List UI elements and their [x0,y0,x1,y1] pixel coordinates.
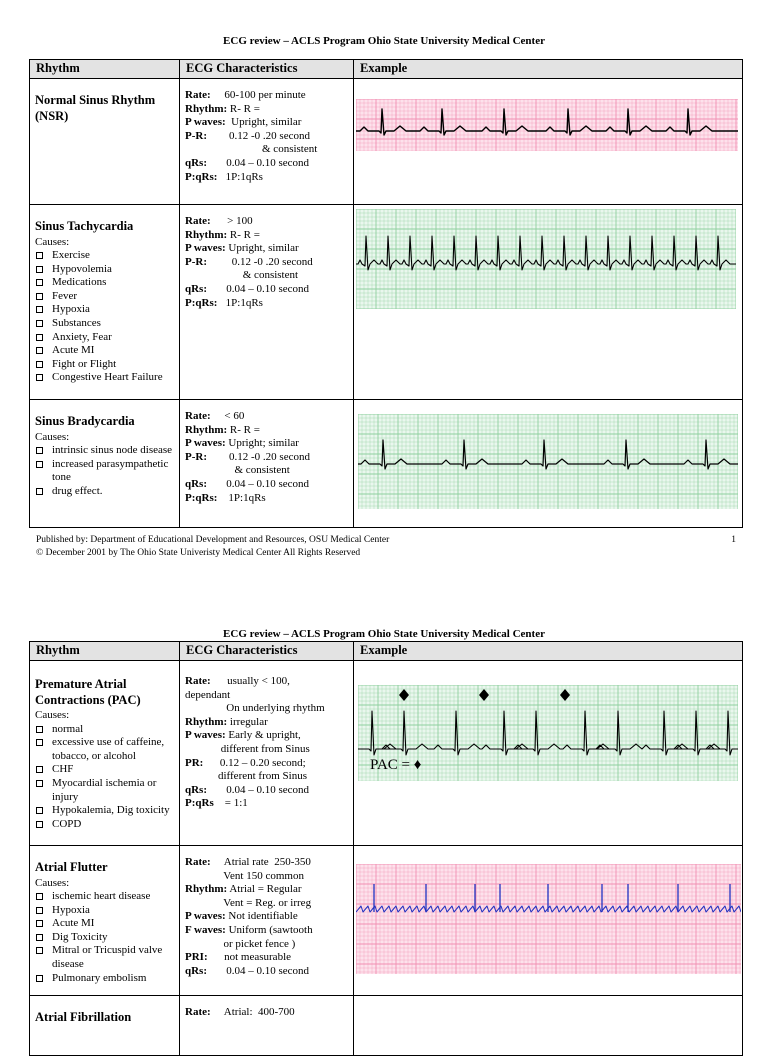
characteristic-label: Rate: [185,215,211,227]
characteristic-line [185,1006,348,1020]
cause-item: Substances [35,317,174,331]
characteristic-label: Rate: [185,410,211,422]
characteristic-label: qRs: [185,156,208,169]
ecg-strip-sinus-tachycardia [356,209,736,309]
characteristic-value: irregular [227,715,268,728]
characteristic-label: Rhythm: [185,102,228,115]
characteristic-line [185,171,348,185]
rhythm-table-2 [29,641,743,1056]
characteristic-line [185,478,348,492]
causes-list [35,444,174,498]
characteristic-value: different from Sinus [185,770,308,783]
characteristic-label: P-R: [185,450,207,463]
characteristic-value: 0.12 -0 .20 second [207,450,310,463]
characteristic-value: Vent = Reg. or irreg [185,896,312,909]
characteristics-list [185,856,348,978]
causes-label: Causes: [35,430,70,443]
characteristic-line [185,143,348,157]
characteristic-line [185,451,348,465]
characteristic-line [185,924,348,938]
table-row [30,205,743,400]
characteristic-line [185,938,348,952]
characteristic-value: > 100 [210,215,253,227]
characteristic-label: P waves: [185,910,226,923]
cause-item: Dig Toxicity [35,931,174,945]
cause-item: Fever [35,290,174,304]
rhythm-name: Atrial Flutter [35,860,108,874]
characteristic-value: Atrial = Regular [227,883,302,896]
characteristics-list [185,1006,348,1020]
characteristic-value: 1P:1qRs [217,296,263,309]
characteristic-value: Uniform (sawtooth [225,923,313,936]
characteristic-value: 0.04 – 0.10 second [207,964,310,977]
characteristics-list [185,410,348,505]
header-rhythm: Rhythm [30,60,180,79]
characteristic-value: Atrial rate 250-350 [210,856,311,868]
characteristic-label: qRs: [185,964,208,977]
characteristic-value: & consistent [185,464,290,477]
characteristic-value: 0.04 – 0.10 second [207,156,310,169]
characteristic-line [185,883,348,897]
characteristic-line [185,797,348,811]
causes-list [35,723,174,832]
cause-item: Pulmonary embolism [35,972,174,986]
characteristic-line [185,297,348,311]
characteristic-line [185,242,348,256]
characteristic-line [185,784,348,798]
characteristic-label: F waves: [185,923,226,936]
characteristic-label: Rate: [185,675,211,687]
characteristic-line [185,910,348,924]
characteristic-line [185,729,348,743]
characteristics-cell [180,400,354,528]
rhythm-name: Sinus Tachycardia [35,219,134,233]
cause-item: increased parasympathetic tone [35,458,174,485]
characteristic-line [185,951,348,965]
characteristics-cell [180,996,354,1056]
characteristic-label: P waves: [185,242,226,255]
cause-item: Hypovolemia [35,263,174,277]
characteristic-label: Rate: [185,89,211,101]
causes-label: Causes: [35,235,70,248]
characteristic-value: 0.12 -0 .20 second [207,129,310,142]
characteristic-value: or picket fence ) [185,937,296,950]
header-ecg-characteristics: ECG Characteristics [180,60,354,79]
cause-item: Acute MI [35,917,174,931]
characteristic-label: P:qRs [185,797,214,810]
table-row [30,79,743,205]
characteristic-line [185,492,348,506]
characteristic-line [185,965,348,979]
rhythm-name: Sinus Bradycardia [35,414,135,428]
characteristic-value: Upright, similar [225,242,299,255]
characteristic-value: 60-100 per minute [210,89,306,101]
cause-item: Anxiety, Fear [35,331,174,345]
characteristic-label: Rate: [185,856,211,868]
causes-list [35,249,174,385]
page-2 [0,600,768,1024]
characteristic-line [185,103,348,117]
rhythm-name: Premature Atrial Contractions (PAC) [35,677,141,707]
characteristics-cell [180,79,354,205]
page-title: ECG review – ACLS Program Ohio State University Medical Center [223,35,545,47]
characteristic-line [185,464,348,478]
characteristic-value: On underlying rhythm [185,702,325,715]
characteristic-value: Vent 150 common [185,869,304,882]
characteristic-line [185,702,348,716]
characteristic-value: different from Sinus [185,742,310,755]
rhythm-cell [30,79,180,205]
rhythm-cell [30,846,180,996]
characteristic-line [185,410,348,424]
cause-item: Hypokalemia, Dig toxicity [35,804,174,818]
table-header-row [30,642,743,661]
characteristic-value: not measurable [207,951,292,964]
ecg-grid-bg [356,864,741,974]
characteristic-value: R- R = [227,228,260,241]
table-row [30,661,743,846]
footer-publisher: Published by: Department of Educational Development and Resources, OSU Medical Center [36,535,390,545]
footer [36,534,736,560]
characteristic-value: < 60 [210,410,245,422]
characteristic-line [185,116,348,130]
characteristic-line [185,716,348,730]
characteristic-value: & consistent [185,143,318,156]
rhythm-cell [30,661,180,846]
rhythm-cell [30,996,180,1056]
pac-strip-wrapper [358,685,738,781]
cause-item: ischemic heart disease [35,890,174,904]
characteristic-label: Rhythm: [185,715,228,728]
characteristic-label: qRs: [185,477,208,490]
characteristic-label: PR: [185,756,204,769]
causes-list [35,890,174,985]
example-cell [354,996,743,1056]
characteristic-line [185,757,348,771]
characteristic-label: P waves: [185,116,226,129]
example-cell [354,400,743,528]
characteristic-value: 0.04 – 0.10 second [207,282,310,295]
characteristic-line [185,215,348,229]
header-ecg-characteristics: ECG Characteristics [180,642,354,661]
characteristic-label: P:qRs: [185,491,218,504]
characteristic-value: 0.04 – 0.10 second [207,477,310,490]
ecg-grid-bg [356,99,738,151]
characteristic-value: Not identifiable [225,910,298,923]
cause-item: Congestive Heart Failure [35,371,174,385]
characteristic-line [185,437,348,451]
cause-item: CHF [35,763,174,777]
page-title: ECG review – ACLS Program Ohio State University Medical Center [223,628,545,640]
characteristic-value: Upright; similar [225,437,299,450]
characteristic-label: P:qRs: [185,170,218,183]
table-row [30,996,743,1056]
characteristic-line [185,689,348,703]
cause-item: Myocardial ischemia or injury [35,777,174,804]
example-cell [354,846,743,996]
characteristic-line [185,256,348,270]
characteristic-value: 0.12 -0 .20 second [207,255,313,268]
causes-label: Causes: [35,876,70,889]
characteristic-line [185,743,348,757]
characteristic-value: Atrial: 400-700 [210,1006,295,1018]
characteristic-label: Rate: [185,1006,211,1018]
characteristic-line [185,130,348,144]
rhythm-cell [30,400,180,528]
cause-item: Mitral or Tricuspid valve disease [35,944,174,971]
pac-legend: PAC = ♦ [370,757,422,773]
cause-item: excessive use of caffeine, tobacco, or alcohol [35,736,174,763]
characteristic-line [185,897,348,911]
ecg-strip-nsr [356,99,738,151]
ecg-strip-atrial-flutter [356,864,741,974]
characteristic-line [185,424,348,438]
characteristics-cell [180,846,354,996]
cause-item: Exercise [35,249,174,263]
ecg-grid-bg [358,414,738,509]
characteristic-label: qRs: [185,783,208,796]
cause-item: Hypoxia [35,904,174,918]
characteristic-label: Rhythm: [185,228,228,241]
cause-item: normal [35,723,174,737]
characteristics-list [185,215,348,310]
characteristic-value: 1P:1qRs [217,491,266,504]
characteristic-line [185,675,348,689]
page-number: 1 [731,535,736,545]
rhythm-cell [30,205,180,400]
characteristic-value: & consistent [185,269,299,282]
cause-item: Fight or Flight [35,358,174,372]
cause-item: Medications [35,276,174,290]
characteristic-label: Rhythm: [185,883,228,896]
example-cell [354,205,743,400]
characteristic-label: P waves: [185,437,226,450]
cause-item: Acute MI [35,344,174,358]
characteristic-label: P-R: [185,129,207,142]
cause-item: COPD [35,818,174,832]
characteristic-line [185,856,348,870]
characteristic-value: usually < 100, [210,675,290,687]
header-example: Example [354,642,743,661]
example-cell [354,79,743,205]
table-row [30,846,743,996]
cause-item: intrinsic sinus node disease [35,444,174,458]
ecg-grid-bg [356,209,736,309]
characteristic-value: 1P:1qRs [217,170,263,183]
characteristic-line [185,283,348,297]
characteristic-label: P:qRs: [185,296,218,309]
cause-item: drug effect. [35,485,174,499]
characteristic-value: 0.12 – 0.20 second; [203,756,306,769]
table-header-row [30,60,743,79]
characteristic-label: qRs: [185,282,208,295]
characteristic-line [185,157,348,171]
characteristic-line [185,229,348,243]
footer-copyright: © December 2001 by The Ohio State Univeristy Medical Center All Rights Reserved [36,548,361,558]
characteristic-label: P-R: [185,255,207,268]
rhythm-table-1 [29,59,743,528]
characteristic-label: PRI: [185,951,208,964]
example-cell [354,661,743,846]
characteristics-cell [180,205,354,400]
rhythm-name: Normal Sinus Rhythm (NSR) [35,93,156,123]
characteristic-value: dependant [185,688,231,701]
ecg-strip-sinus-bradycardia [358,414,738,509]
characteristics-list [185,675,348,811]
rhythm-name: Atrial Fibrillation [35,1010,132,1024]
characteristic-value: Early & upright, [225,729,301,742]
header-example: Example [354,60,743,79]
characteristic-value: 0.04 – 0.10 second [207,783,310,796]
characteristic-line [185,870,348,884]
characteristic-value: R- R = [227,423,260,436]
cause-item: Hypoxia [35,303,174,317]
characteristic-value: = 1:1 [213,797,248,810]
header-rhythm: Rhythm [30,642,180,661]
characteristic-value: Upright, similar [225,116,302,129]
characteristics-cell [180,661,354,846]
causes-label: Causes: [35,709,70,721]
characteristic-line [185,269,348,283]
characteristic-value: R- R = [227,102,260,115]
characteristic-line [185,89,348,103]
characteristic-line [185,770,348,784]
characteristics-list [185,89,348,184]
characteristic-label: P waves: [185,729,226,742]
characteristic-label: Rhythm: [185,423,228,436]
table-row [30,400,743,528]
